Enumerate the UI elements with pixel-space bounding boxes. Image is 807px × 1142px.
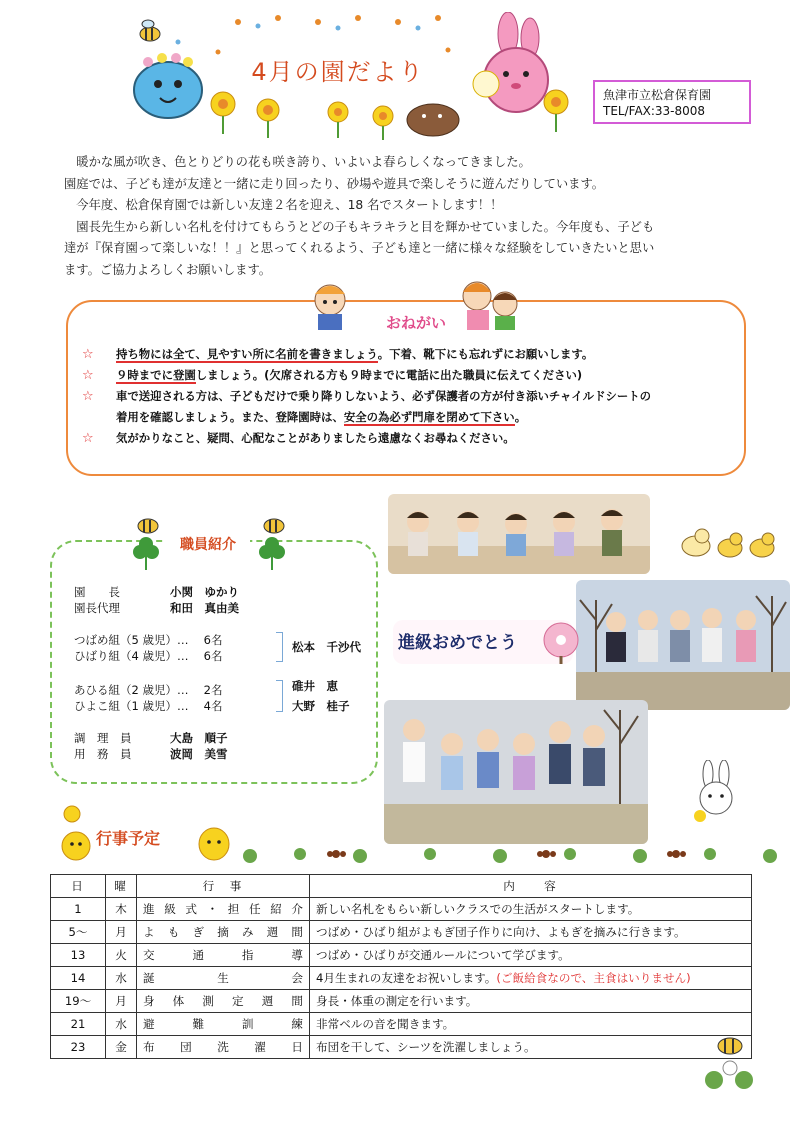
- cell-weekday: 水: [106, 1013, 137, 1036]
- contact-box: [593, 80, 751, 124]
- class-ahiru: あひる組（2 歳児）… 2名: [74, 683, 223, 697]
- cell-weekday: 金: [106, 1036, 137, 1059]
- class-hiyoko: ひよこ組（1 歳児）… 4名: [74, 699, 223, 713]
- cell-event: 身体測定週間: [137, 990, 310, 1013]
- cell-day: 19～: [51, 990, 106, 1013]
- table-row: [51, 898, 752, 921]
- cell-day: 23: [51, 1036, 106, 1059]
- cell-event: 布団洗濯日: [137, 1036, 310, 1059]
- teacher-ahiru: 碓井 恵: [292, 679, 338, 693]
- onegai-item: ☆ 気がかりなこと、疑問、心配なことがありましたら遠慮なくお尋ねください。: [82, 428, 742, 449]
- group-photo-outdoor: [576, 580, 790, 710]
- cell-weekday: 水: [106, 967, 137, 990]
- cell-content: [310, 967, 752, 990]
- ants-leaves-decoration: [240, 838, 790, 868]
- intro-line: 暖かな風が吹き、色とりどりの花も咲き誇り、いよいよ春らしくなってきました。: [64, 155, 531, 169]
- cell-event: よもぎ摘み週間: [137, 921, 310, 944]
- onegai-title: おねがい: [385, 314, 446, 332]
- cherry-blossom-icon: [540, 620, 582, 664]
- cell-content: [310, 990, 752, 1013]
- staff-deputy: 園長代理 和田 真由美: [74, 601, 239, 615]
- intro-line: 今年度、松倉保育園では新しい友達２名を迎え、18 名でスタートします！！: [64, 198, 503, 212]
- cell-weekday: 月: [106, 990, 137, 1013]
- cell-content: [310, 921, 752, 944]
- ducks-icon: [678, 524, 782, 560]
- group-photo-park: [384, 700, 648, 844]
- cell-event: 交通指導: [137, 944, 310, 967]
- star-icon: ☆: [82, 389, 94, 404]
- table-row: [51, 1013, 752, 1036]
- blue-character-icon: [134, 53, 202, 118]
- cell-day: 5～: [51, 921, 106, 944]
- cell-day: 14: [51, 967, 106, 990]
- column-header-event: 行 事: [137, 875, 310, 898]
- star-icon: ☆: [82, 368, 94, 383]
- table-row: [51, 967, 752, 990]
- cell-weekday: 火: [106, 944, 137, 967]
- bracket: [276, 632, 283, 662]
- intro-line: 達が『保育園って楽しいな！！』と思ってくれるよう、子ども達と一緒に様々な経験をしていきたいと思い: [64, 241, 655, 255]
- teacher-hiyoko: 大野 桂子: [292, 699, 350, 713]
- events-title: 行事予定: [96, 826, 186, 852]
- cell-event: 進級式・担任紹介: [137, 898, 310, 921]
- content-text: 非常ベルの音を聞きます。: [316, 1017, 455, 1031]
- cell-content: [310, 1013, 752, 1036]
- staff-title: 職員紹介: [180, 537, 236, 553]
- class-tsubame: つばめ組（5 歳児）… 6名: [74, 633, 223, 647]
- cell-weekday: 木: [106, 898, 137, 921]
- content-text: 新しい名札をもらい新しいクラスでの生活がスタートします。: [316, 902, 640, 916]
- table-header-row: [51, 875, 752, 898]
- staff-cook: 調 理 員 大島 順子: [74, 731, 228, 745]
- table-row: [51, 1036, 752, 1059]
- onegai-item-continued: 着用を確認しましょう。また、登降園時は、安全の為必ず門扉を閉めて下さい。: [116, 410, 527, 424]
- onegai-item: ☆ 車で送迎される方は、子どもだけで乗り降りしないよう、必ず保護者の方が付き添いチャイルドシートの: [82, 386, 742, 407]
- column-header-day: 日: [51, 875, 106, 898]
- teacher-tsubame-hibari: 松本 千沙代: [292, 640, 361, 654]
- cell-content: [310, 944, 752, 967]
- table-row: [51, 921, 752, 944]
- onegai-item: ☆ 持ち物には全て、見やすい所に名前を書きましょう。下着、靴下にも忘れずにお願いします。: [82, 344, 742, 365]
- cell-event: 誕生会: [137, 967, 310, 990]
- cell-weekday: 月: [106, 921, 137, 944]
- intro-line: ます。ご協力よろしくお願いします。: [64, 262, 272, 277]
- intro-line: 園長先生から新しい名札を付けてもらうとどの子もキラキラと目を輝かせていました。今年度も、子ども: [64, 219, 655, 234]
- bee-clover-icon: [252, 514, 296, 570]
- staff-clerk: 用 務 員 波岡 美雪: [74, 747, 228, 761]
- group-photo-indoor: [388, 494, 650, 574]
- content-text: 4月生まれの友達をお祝いします。: [316, 971, 497, 985]
- star-icon: ☆: [82, 431, 94, 446]
- table-row: [51, 990, 752, 1013]
- pink-rabbit-icon: [473, 12, 548, 112]
- onegai-item: ☆ ９時までに登園しましょう。(欠席される方も９時までに電話に出た職員に伝えてください): [82, 365, 742, 386]
- page-title: 4月の園だより: [251, 58, 425, 86]
- content-text: つばめ・ひばり組がよもぎ団子作りに向け、よもぎを摘みに行きます。: [316, 925, 686, 939]
- white-rabbit-icon: [690, 760, 744, 826]
- class-hibari: ひばり組（4 歳児）… 6名: [74, 649, 223, 663]
- mole-icon: [407, 104, 459, 136]
- cell-day: 21: [51, 1013, 106, 1036]
- onegai-list: [82, 344, 742, 449]
- cell-day: 1: [51, 898, 106, 921]
- bee-clover-icon: [126, 514, 170, 570]
- school-telephone: TEL/FAX:33-8008: [603, 104, 706, 118]
- content-text: 身長・体重の測定を行います。: [316, 994, 478, 1008]
- column-header-weekday: 曜: [106, 875, 137, 898]
- star-icon: ☆: [82, 347, 94, 362]
- cell-event: 避難訓練: [137, 1013, 310, 1036]
- boy-cheering-icon: [300, 280, 360, 330]
- school-name: 魚津市立松倉保育園: [603, 88, 712, 102]
- congrats-label: 進級おめでとう: [398, 633, 517, 653]
- bee-flowers-icon: [700, 1034, 760, 1094]
- content-text: つばめ・ひばりが交通ルールについて学びます。: [316, 948, 570, 962]
- events-table: [50, 874, 752, 1059]
- cell-day: 13: [51, 944, 106, 967]
- staff-principal: 園 長 小関 ゆかり: [74, 585, 239, 599]
- intro-line: 園庭では、子ども達が友達と一緒に走り回ったり、砂場や遊具で楽しそうに遊んだりしています。: [64, 176, 605, 191]
- table-row: [51, 944, 752, 967]
- content-note: (ご飯給食なので、主食はいりません): [496, 971, 691, 985]
- intro-text: [64, 152, 764, 281]
- content-text: 布団を干して、シーツを洗濯しましょう。: [316, 1040, 536, 1054]
- cell-content: [310, 898, 752, 921]
- bracket: [276, 680, 283, 712]
- bee-icon: [140, 20, 160, 41]
- column-header-content: 内 容: [310, 875, 752, 898]
- cell-content: [310, 1036, 752, 1059]
